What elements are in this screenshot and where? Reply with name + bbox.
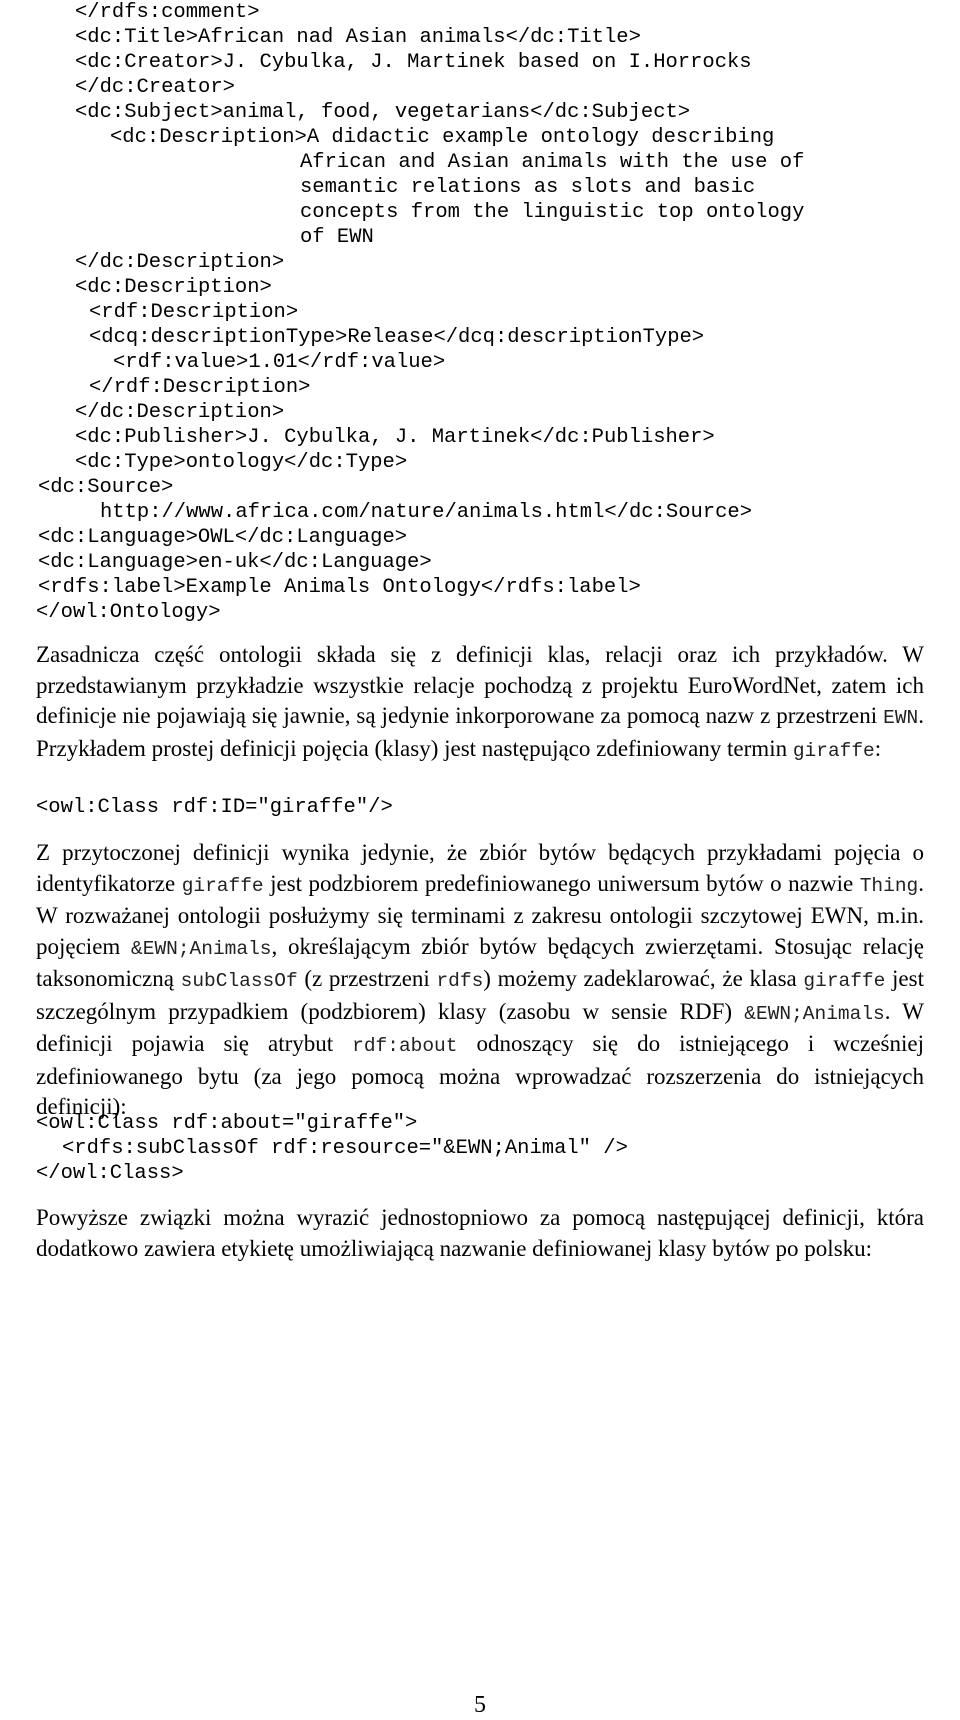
paragraph-text: . W rozważanej ontologii posłużymy się terminami z zakresu ontologii szczytowej EWN, m.in. pojęciem [36, 870, 924, 959]
code-line: <rdfs:subClassOf rdf:resource="&EWN;Animal" /> [62, 1137, 628, 1160]
code-line: concepts from the linguistic top ontology [300, 201, 805, 224]
code-line: <dc:Publisher>J. Cybulka, J. Martinek</dc:Publisher> [75, 426, 715, 449]
code-line: <owl:Class rdf:ID="giraffe"/> [36, 796, 393, 819]
code-line: of EWN [300, 226, 374, 249]
code-line: <dc:Description> [75, 276, 272, 299]
code-line: </rdf:Description> [89, 376, 311, 399]
code-line: <dc:Type>ontology</dc:Type> [75, 451, 408, 474]
inline-code: EWN [883, 707, 919, 729]
inline-code: Thing [859, 874, 919, 897]
code-block-ontology-header [0, 0, 960, 624]
paragraph-text: odnoszący się do istniejącego i wcześniej zdefiniowanego bytu (za jego pomocą można wprowadzać rozszerzenia do istniejących definicji): [36, 1031, 924, 1119]
page-number: 5 [474, 1692, 486, 1718]
code-line: <rdf:Description> [89, 301, 299, 324]
paragraph-text: , określającym zbiór bytów będących zwierzętami. Stosując relację taksonomiczną [36, 933, 924, 991]
code-line: http://www.africa.com/nature/animals.html</dc:Source> [100, 501, 753, 524]
paragraph-class-definitions [36, 640, 924, 766]
paragraph-polish-label [36, 1203, 924, 1264]
code-line: <dc:Creator>J. Cybulka, J. Martinek based on I.Horrocks [75, 51, 752, 74]
paragraph-text: Z przytoczonej definicji wynika jedynie, że zbiór bytów będących przykładami pojęcia o identyfikatorze [36, 840, 924, 896]
inline-code: giraffe [181, 874, 264, 897]
code-line: semantic relations as slots and basic [300, 176, 756, 199]
code-line: </dc:Creator> [75, 76, 235, 99]
code-line: </owl:Ontology> [36, 601, 221, 624]
code-line: <rdf:value>1.01</rdf:value> [113, 351, 446, 374]
code-line: <dc:Title>African nad Asian animals</dc:Title> [75, 26, 641, 49]
code-line: </dc:Description> [75, 251, 285, 274]
inline-code: giraffe [803, 970, 886, 992]
inline-code: rdf:about [352, 1035, 458, 1057]
inline-code: &EWN;Animals [131, 937, 272, 960]
paragraph-text: : [874, 735, 882, 761]
code-line: </dc:Description> [75, 401, 285, 424]
paragraph-text: ) możemy zadeklarować, że klasa [483, 966, 804, 991]
code-line: <dc:Source> [38, 476, 174, 499]
inline-code: rdfs [436, 970, 484, 992]
paragraph-text: jest szczególnym przypadkiem (podzbiorem) klasy (zasobu w sensie RDF) [36, 966, 924, 1024]
paragraph-subclass-explanation [36, 838, 924, 1123]
code-line: African and Asian animals with the use of [300, 151, 805, 174]
paragraph-text: Powyższe związki można wyrazić jednostopniowo za pomocą następującej definicji, która dodatkowo zawiera etykietę umożliwiającą nazwanie definiowanej klasy bytów po polsku: [36, 1205, 924, 1261]
code-line: <dc:Description>A didactic example ontology describing [110, 126, 775, 149]
paragraph-text: jest podzbiorem predefiniowanego uniwersum bytów o nazwie [263, 870, 860, 896]
paragraph-text: Zasadnicza część ontologii składa się z definicji klas, relacji oraz ich przykładów. W przedstawianym przykładzie wszystkie relacje pochodzą z projektu EuroWordNet, zatem ich definicje nie pojawiają się jawnie, są jedynie inkorporowane za pomocą nazw z przestrzeni [36, 642, 924, 728]
code-line: </rdfs:comment> [75, 1, 260, 24]
paragraph-text: (z przestrzeni [297, 966, 437, 991]
inline-code: subClassOf [180, 970, 298, 992]
inline-code: giraffe [792, 739, 875, 762]
paragraph-text: . Przykładem prostej definicji pojęcia (klasy) jest następująco zdefiniowany termin [36, 703, 924, 761]
inline-code: &EWN;Animals [744, 1002, 885, 1025]
code-line: <owl:Class rdf:about="giraffe"> [36, 1112, 418, 1135]
code-line: <dc:Subject>animal, food, vegetarians</dc:Subject> [75, 101, 691, 124]
code-line: <dc:Language>en-uk</dc:Language> [38, 551, 432, 574]
code-line: <dcq:descriptionType>Release</dcq:descriptionType> [89, 326, 705, 349]
code-line: <rdfs:label>Example Animals Ontology</rdfs:label> [38, 576, 641, 599]
paragraph-text: . W definicji pojawia się atrybut [36, 998, 924, 1056]
code-line: </owl:Class> [36, 1162, 184, 1185]
code-line: <dc:Language>OWL</dc:Language> [38, 526, 408, 549]
